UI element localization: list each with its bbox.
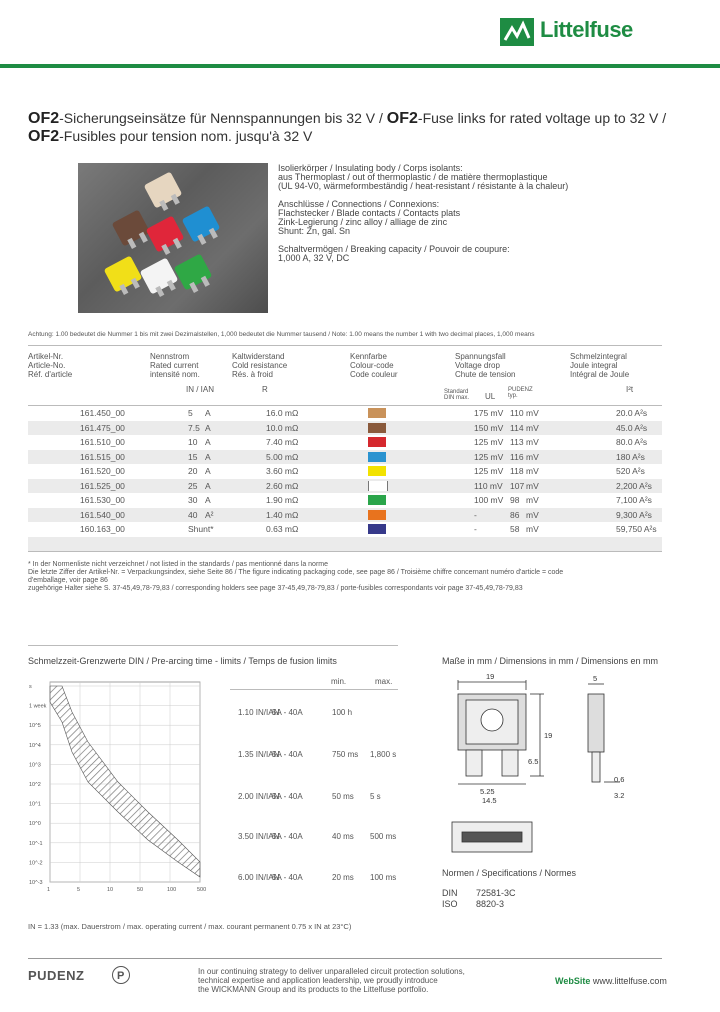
desc-breaking-line: 1,000 A, 32 V, DC bbox=[278, 253, 350, 263]
limits-max-header: max. bbox=[375, 677, 393, 686]
footer-text-line: the WICKMANN Group and its products to the Littelfuse portfolio. bbox=[198, 985, 429, 994]
col-ul-header: UL bbox=[485, 392, 496, 401]
limit-min: 50 ms bbox=[332, 792, 354, 801]
article-number: 161.530_00 bbox=[80, 495, 125, 505]
voltage-drop-typ: 107 bbox=[510, 480, 525, 491]
voltage-drop-standard: - bbox=[474, 509, 477, 520]
x-tick-label: 50 bbox=[137, 887, 144, 893]
joule-integral: 59,750 A²s bbox=[616, 524, 657, 534]
cold-resistance: 1.90 mΩ bbox=[266, 495, 299, 505]
limit-range: 5A - 40A bbox=[272, 750, 303, 759]
pudenz-p-icon bbox=[112, 966, 130, 984]
table-row bbox=[28, 464, 662, 479]
current-unit: A² bbox=[205, 509, 214, 520]
desc-body-line: (UL 94-V0, wärmeformbeständig / heat-resistant / résistante à la chaleur) bbox=[278, 181, 569, 191]
norm-value: 72581-3C bbox=[476, 888, 516, 898]
col-std-header: Standard DIN max. bbox=[444, 389, 470, 401]
joule-integral: 20.0 A²s bbox=[616, 408, 648, 418]
limit-range: 5A - 40A bbox=[272, 792, 303, 801]
x-tick-label: 10 bbox=[107, 887, 114, 893]
joule-integral: 45.0 A²s bbox=[616, 422, 648, 433]
footer-text-line: In our continuing strategy to deliver unparalleled circuit protection solutions, bbox=[198, 967, 465, 976]
article-number: 161.520_00 bbox=[80, 466, 125, 476]
voltage-drop-standard: - bbox=[474, 524, 477, 534]
table-row bbox=[28, 450, 662, 465]
voltage-unit: mV bbox=[526, 451, 539, 462]
y-tick-label: 10^0 bbox=[29, 821, 41, 828]
x-tick-label: 100 bbox=[167, 887, 177, 893]
voltage-unit: mV bbox=[526, 466, 539, 476]
cold-resistance: 16.0 mΩ bbox=[266, 408, 299, 418]
colour-swatch bbox=[368, 481, 388, 491]
joule-integral: 2,200 A²s bbox=[616, 480, 652, 491]
time-current-chart bbox=[28, 672, 210, 896]
cold-resistance: 2.60 mΩ bbox=[266, 480, 299, 491]
y-tick-label: 10^1 bbox=[29, 801, 41, 808]
table-empty-row bbox=[28, 537, 662, 551]
cold-resistance: 1.40 mΩ bbox=[266, 509, 299, 520]
limits-rule bbox=[230, 689, 398, 690]
limit-multiplier: 1.35 IN/IAN bbox=[238, 750, 280, 759]
dim-0-6: 0.6 bbox=[614, 775, 625, 784]
voltage-unit: mV bbox=[526, 408, 539, 418]
limit-multiplier: 3.50 IN/IAN bbox=[238, 832, 280, 841]
y-tick-label: 1 week bbox=[29, 703, 47, 710]
col-joule-header: Schmelzintegral Joule integral Intégral de Joule I²t bbox=[570, 352, 634, 394]
cold-resistance: 3.60 mΩ bbox=[266, 466, 299, 476]
article-number: 161.450_00 bbox=[80, 408, 125, 418]
title-line-2: OF2-Fusibles pour tension nom. jusqu'à 32 V bbox=[28, 128, 313, 145]
rated-current-footnote: IN = 1.33 (max. Dauerstrom / max. operating current / max. courant permanent 0.75 x IN at 23°C) bbox=[28, 922, 352, 931]
cold-resistance: 7.40 mΩ bbox=[266, 437, 299, 447]
voltage-drop-typ: 118 bbox=[510, 466, 524, 476]
colour-swatch bbox=[368, 423, 386, 433]
colour-swatch bbox=[368, 495, 386, 505]
norm-value: 8820-3 bbox=[476, 899, 505, 909]
voltage-drop-typ: 98 bbox=[510, 495, 520, 505]
col-article-header: Artikel-Nr. Article-No. Réf. d'article bbox=[28, 352, 73, 379]
voltage-drop-standard: 175 mV bbox=[474, 408, 504, 418]
norms-heading: Normen / Specifications / Normes bbox=[442, 868, 577, 878]
melt-section-rule bbox=[28, 645, 398, 646]
colour-swatch bbox=[368, 452, 386, 462]
y-tick-label: 10^2 bbox=[29, 782, 41, 788]
current-unit: A bbox=[205, 437, 211, 447]
y-tick-label: 10^-1 bbox=[29, 840, 43, 847]
header-divider bbox=[0, 64, 720, 68]
cold-resistance: 10.0 mΩ bbox=[266, 422, 299, 433]
limit-min: 40 ms bbox=[332, 832, 354, 841]
colour-swatch bbox=[368, 408, 386, 418]
dim-6-5: 6.5 bbox=[528, 757, 539, 766]
limit-range: 5A - 40A bbox=[272, 873, 303, 882]
voltage-drop-standard: 100 mV bbox=[474, 495, 504, 505]
desc-connections-line: Shunt: Zn, gal. Sn bbox=[278, 226, 351, 236]
table-row bbox=[28, 493, 662, 508]
cold-resistance: 5.00 mΩ bbox=[266, 451, 299, 462]
limit-min: 20 ms bbox=[332, 873, 354, 882]
table-row bbox=[28, 479, 662, 494]
rated-current: 30 bbox=[188, 495, 198, 505]
article-number: 160.163_00 bbox=[80, 524, 125, 534]
x-tick-label: 1 bbox=[47, 887, 51, 893]
y-tick-label: s bbox=[29, 684, 32, 690]
pudenz-logo: PUDENZ bbox=[28, 968, 85, 983]
rated-current: 40 bbox=[188, 509, 198, 520]
rated-current: 15 bbox=[188, 451, 198, 462]
table-row bbox=[28, 435, 662, 450]
limit-max: 100 ms bbox=[370, 873, 397, 882]
note-line: zugehörige Halter siehe S. 37-45,49,78-79,83 / corresponding holders see page 37-45,49,78-79,83 / porte-fusibles correspondants voir page 37-45,49,78-79,83 bbox=[28, 585, 523, 592]
rated-current: 20 bbox=[188, 466, 198, 476]
y-tick-label: 10^-2 bbox=[29, 860, 43, 867]
joule-integral: 7,100 A²s bbox=[616, 495, 652, 505]
article-number: 161.525_00 bbox=[80, 480, 125, 491]
voltage-drop-standard: 150 mV bbox=[474, 422, 504, 433]
colour-swatch bbox=[368, 466, 386, 476]
limit-multiplier: 6.00 IN/IAN bbox=[238, 873, 280, 882]
voltage-drop-standard: 125 mV bbox=[474, 466, 504, 476]
dim-19-width: 19 bbox=[486, 672, 495, 681]
voltage-unit: mV bbox=[526, 422, 539, 433]
table-bottom-rule bbox=[28, 551, 662, 552]
current-unit: A bbox=[205, 466, 211, 476]
rated-current: Shunt* bbox=[188, 524, 214, 534]
limits-min-header: min. bbox=[331, 677, 347, 686]
table-row bbox=[28, 406, 662, 421]
desc-connections-heading: Anschlüsse / Connections / Connexions: bbox=[278, 199, 440, 209]
desc-connections-line: Flachstecker / Blade contacts / Contacts plats bbox=[278, 208, 461, 218]
note-line: * In der Normenliste nicht verzeichnet / not listed in the standards / pas mentionné dans la norme bbox=[28, 561, 328, 568]
joule-integral: 180 A²s bbox=[616, 451, 645, 462]
limit-multiplier: 1.10 IN/IAN bbox=[238, 708, 280, 717]
rated-current: 25 bbox=[188, 480, 198, 491]
cold-resistance: 0.63 mΩ bbox=[266, 524, 299, 534]
col-voltage-header: Spannungsfall Voltage drop Chute de tension bbox=[455, 352, 516, 379]
norm-key: ISO bbox=[442, 899, 458, 909]
col-pudenz-header: PUDENZ typ. bbox=[508, 387, 533, 399]
y-tick-label: 10^4 bbox=[29, 742, 41, 749]
x-tick-label: 5 bbox=[77, 887, 81, 893]
joule-integral: 520 A²s bbox=[616, 466, 645, 476]
dim-5-width: 5 bbox=[593, 674, 598, 683]
limit-max: 5 s bbox=[370, 792, 381, 801]
joule-integral: 80.0 A²s bbox=[616, 437, 648, 447]
article-number: 161.515_00 bbox=[80, 451, 125, 462]
voltage-drop-typ: 110 bbox=[510, 408, 524, 418]
rated-current: 7.5 bbox=[188, 422, 200, 433]
desc-connections-line: Zink-Legierung / zinc alloy / alliage de zinc bbox=[278, 217, 448, 227]
limit-min: 100 h bbox=[332, 708, 353, 717]
desc-body-heading: Isolierkörper / Insulating body / Corps isolants: bbox=[278, 163, 463, 173]
article-number: 161.540_00 bbox=[80, 509, 125, 520]
norm-key: DIN bbox=[442, 888, 458, 898]
dim-5-25: 5.25 bbox=[480, 787, 495, 796]
svg-text:P: P bbox=[117, 970, 125, 982]
voltage-drop-standard: 125 mV bbox=[474, 437, 504, 447]
voltage-drop-typ: 58 bbox=[510, 524, 520, 534]
voltage-unit: mV bbox=[526, 437, 539, 447]
rated-current: 5 bbox=[188, 408, 193, 418]
dim-3-2: 3.2 bbox=[614, 791, 625, 800]
colour-swatch bbox=[368, 437, 386, 447]
colour-swatch bbox=[368, 510, 386, 520]
limit-max: 500 ms bbox=[370, 832, 397, 841]
limit-range: 5A - 40A bbox=[272, 832, 303, 841]
voltage-drop-typ: 86 bbox=[510, 509, 520, 520]
current-unit: A bbox=[205, 480, 211, 491]
current-unit: A bbox=[205, 451, 211, 462]
melt-section-title: Schmelzzeit-Grenzwerte DIN / Pre-arcing time - limits / Temps de fusion limits bbox=[28, 656, 337, 666]
limit-range: 5A - 40A bbox=[272, 708, 303, 717]
limit-min: 750 ms bbox=[332, 750, 359, 759]
voltage-drop-typ: 116 bbox=[510, 451, 524, 462]
colour-swatch bbox=[368, 524, 386, 534]
note-line: Die letzte Ziffer der Artikel-Nr. = Verpackungsindex, siehe Seite 86 / The figure indicating packaging code, see page 86 / Troisième chiffre concernant numéro d'article = code bbox=[28, 569, 564, 576]
voltage-drop-typ: 114 bbox=[510, 422, 524, 433]
dim-19-height: 19 bbox=[544, 731, 553, 740]
table-row bbox=[28, 522, 662, 537]
littelfuse-logo-icon bbox=[500, 18, 534, 46]
product-photo bbox=[78, 163, 268, 313]
y-tick-label: 10^5 bbox=[29, 723, 41, 730]
note-line: d'emballage, voir page 86 bbox=[28, 577, 108, 584]
voltage-unit: mV bbox=[526, 495, 539, 505]
y-tick-label: 10^3 bbox=[29, 762, 41, 769]
voltage-unit: mV bbox=[526, 509, 539, 520]
voltage-unit: mV bbox=[526, 524, 539, 534]
article-number: 161.475_00 bbox=[80, 422, 125, 433]
footer-text-line: technical expertise and application leadership, we proudly introduce bbox=[198, 976, 438, 985]
current-unit: A bbox=[205, 408, 211, 418]
article-number: 161.510_00 bbox=[80, 437, 125, 447]
limit-max: 1,800 s bbox=[370, 750, 397, 759]
col-cold-header: Kaltwiderstand Cold resistance Rés. à froid R bbox=[232, 352, 288, 394]
voltage-drop-standard: 110 mV bbox=[474, 480, 503, 491]
table-row bbox=[28, 421, 662, 436]
desc-body-line: aus Thermoplast / out of thermoplastic / de matière thermoplastique bbox=[278, 172, 548, 182]
website-link[interactable]: WebSite www.littelfuse.com bbox=[555, 976, 667, 986]
current-unit: A bbox=[205, 495, 211, 505]
brand-name: Littelfuse bbox=[540, 17, 633, 42]
joule-integral: 9,300 A²s bbox=[616, 509, 652, 520]
col-colour-header: Kennfarbe Colour-code Code couleur bbox=[350, 352, 398, 379]
footer-rule bbox=[28, 958, 662, 959]
col-rated-header: Nennstrom Rated current intensité nom. IN / IAN bbox=[150, 352, 215, 394]
current-unit: A bbox=[205, 422, 211, 433]
decimal-caption: Achtung: 1.00 bedeutet die Nummer 1 bis mit zwei Dezimalstellen, 1,000 bedeutet die Nummer tausend / Note: 1.00 means the number 1 with two decimal places, 1,000 means bbox=[28, 331, 535, 338]
voltage-unit: mV bbox=[526, 480, 539, 491]
dimensions-title: Maße in mm / Dimensions in mm / Dimensions en mm bbox=[442, 656, 659, 666]
limit-multiplier: 2.00 IN/IAN bbox=[238, 792, 280, 801]
voltage-drop-typ: 113 bbox=[510, 437, 524, 447]
title-line-1: OF2-Sicherungseinsätze für Nennspannungen bis 32 V / OF2-Fuse links for rated voltage up to 32 V / bbox=[28, 110, 667, 127]
desc-breaking-heading: Schaltvermögen / Breaking capacity / Pouvoir de coupure: bbox=[278, 244, 510, 254]
rated-current: 10 bbox=[188, 437, 198, 447]
y-tick-label: 10^-3 bbox=[29, 880, 43, 886]
voltage-drop-standard: 125 mV bbox=[474, 451, 504, 462]
dim-14-5: 14.5 bbox=[482, 796, 497, 805]
table-top-rule bbox=[28, 345, 662, 346]
dimensions-drawing bbox=[440, 672, 662, 862]
x-tick-label: 500 bbox=[197, 887, 207, 893]
table-row bbox=[28, 508, 662, 523]
